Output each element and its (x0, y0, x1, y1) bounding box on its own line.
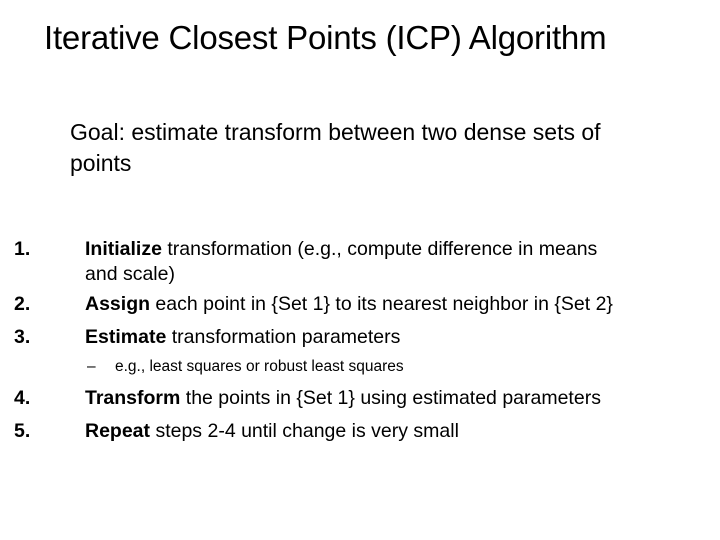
step-text: the points in {Set 1} using estimated parameters (180, 387, 601, 409)
step-keyword: Estimate (85, 326, 167, 348)
step-1 (14, 233, 714, 286)
step-text: transformation (e.g., compute difference in means (161, 238, 598, 260)
step-number: 4. (14, 387, 31, 409)
step-number: 5. (14, 420, 31, 442)
step-text: steps 2-4 until change is very small (150, 420, 459, 442)
step-keyword: Assign (85, 293, 151, 315)
sub-item-text: e.g., least squares or robust least squares (115, 358, 404, 375)
step-number: 1. (14, 238, 31, 260)
step-text: transformation parameters (166, 326, 401, 348)
step-text: each point in {Set 1} to its nearest neighbor in {Set 2} (150, 293, 613, 315)
step-text-continued: and scale) (85, 263, 175, 285)
step-4 (14, 382, 714, 415)
step-number: 3. (14, 326, 31, 348)
step-number: 2. (14, 293, 31, 315)
slide-title: Iterative Closest Points (ICP) Algorithm (44, 19, 607, 56)
dash-bullet: – (87, 358, 96, 375)
sub-item (14, 352, 714, 382)
step-keyword: Initialize (85, 238, 162, 260)
step-5 (14, 415, 714, 448)
step-3 (14, 321, 714, 354)
step-keyword: Transform (85, 387, 181, 409)
goal-text: Goal: estimate transform between two dense sets of points (70, 119, 601, 176)
step-keyword: Repeat (85, 420, 151, 442)
step-2 (14, 288, 714, 321)
steps-list (14, 233, 714, 448)
